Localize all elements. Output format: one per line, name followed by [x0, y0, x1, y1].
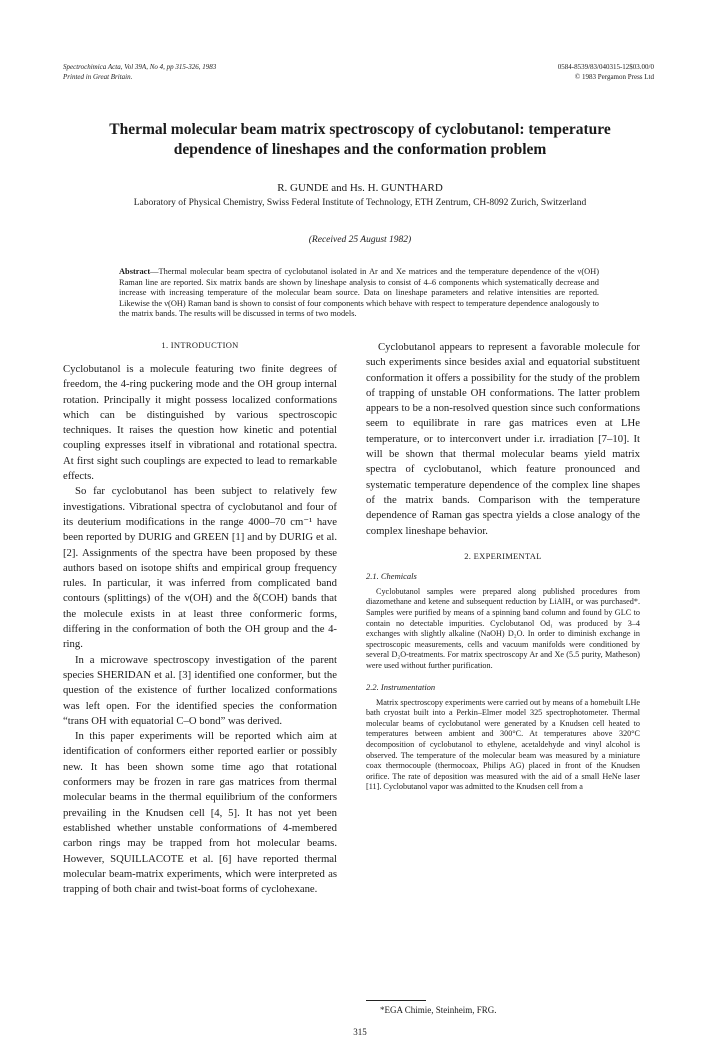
footnote-rule	[366, 1000, 426, 1001]
intro-paragraph-4: In this paper experiments will be reported which aim at identification of conformers either reported earlier or possibly new. It has been shown some time ago that rotational conformers may be frozen in rare gas matrices from thermal molecular beams in the thermal equilibrium of the conformers prevailing in the Knudsen cell [4, 5]. It has not yet been established whether unstable conformations of 4-membered carbon rings may be trapped from hot molecular beams. However, SQUILLACOTE et al. [6] have reported thermal molecular beam-matrix experiments, which were interpreted as trapping of both chair and twist-boat forms of cyclohexane.	[63, 730, 337, 896]
left-column	[63, 340, 337, 897]
intro-paragraph-3: In a microwave spectroscopy investigation of the parent species SHERIDAN et al. [3] identified one conformer, but the question of the existence of further localized conformations was left open. For the identified species the conformation “trans OH with equatorial C–O bond” was derived.	[63, 653, 337, 727]
publisher-code	[558, 62, 654, 82]
printed-in-line: Printed in Great Britain.	[63, 73, 133, 81]
instrumentation-paragraph: Matrix spectroscopy experiments were carried out by means of a homebuilt LHe bath cryostat built into a Perkin–Elmer model 325 spectrophotometer. Thermal molecular beams of cyclobutanol were generated by a Knudsen cell heated to temperatures between ambient and 300°C. At temperatures above 320°C decomposition of cyclobutanol to ethylene, acetaldehyde and vinyl alcohol is observed. The temperature of the molecular beam was measured by a miniature coax thermocouple (thermocoax, Philips AG) placed in front of the Knudsen orifice. The rate of deposition was measured with the aid of a small HeNe laser [11]. Cyclobutanol vapor was admitted to the Knudsen cell from a	[366, 697, 640, 792]
section-heading-experimental: 2. EXPERIMENTAL	[464, 550, 542, 561]
subsection-heading-chemicals: 2.1. Chemicals	[366, 570, 417, 581]
paper-title: Thermal molecular beam matrix spectroscopy of cyclobutanol: temperature dependence of lineshapes and the conformation problem	[109, 121, 611, 158]
affiliation: Laboratory of Physical Chemistry, Swiss Federal Institute of Technology, ETH Zentrum, CH-8092 Zurich, Switzerland	[133, 198, 587, 208]
subsection-heading-instrumentation: 2.2. Instrumentation	[366, 681, 436, 692]
journal-citation-line: Spectrochimica Acta, Vol 39A, No 4, pp 315-326, 1983	[63, 63, 217, 71]
intro-paragraph-2: So far cyclobutanol has been subject to relatively few investigations. Vibrational spectra of cyclobutanol and four of its deuterium modifications in the range 4000–70 cm⁻¹ have been reported by DURIG and GREEN [1] and by DURIG et al. [2]. Assignments of the spectra have been proposed by these authors based on isotope shifts and empirical group frequency rules. In particular, it was inferred from complicated band contours (splittings) of the ν(OH) and the δ(COH) bands that the molecule exists in at least three conformeric forms, differing in the conformation of both the OH group and the 4-ring.	[63, 485, 337, 651]
copyright-line: © 1983 Pergamon Press Ltd	[574, 73, 654, 81]
right-paragraph-1: Cyclobutanol appears to represent a favorable molecule for such experiments since besides axial and equatorial substituent conformation it offers a possibility for the study of the problem of trapping of unstable OH conformations. The latter problem appears to be a non-resolved question since such conformations seem to equilibrate in rare gas matrices even at LHe temperature, or to interconvert under i.r. irradiation [7–10]. It will be shown that thermal molecular beams yield matrix spectra of cyclobutanol, which feature pronounced and systematic temperature dependence of the complex line shapes of the matrix bands. Comparison with the temperature dependence of Raman gas spectra yields a close analogy of the complex lineshape behavior.	[366, 341, 640, 537]
authors: R. GUNDE and Hs. H. GUNTHARD	[277, 182, 443, 194]
abstract-text: —Thermal molecular beam spectra of cyclobutanol isolated in Ar and Xe matrices and the temperature dependence of the ν(OH) Raman line are reported. Six matrix bands are shown by lineshape analysis to consist of 4–6 components which systematically decrease and increase with increasing temperature of the molecular beam source. Data on lineshape parameters and relative intensities are reported. Likewise the ν(OH) Raman band is shown to consist of four components which behave with respect to temperature dependence analogously to the matrix bands. The results will be discussed in terms of two models.	[119, 267, 599, 319]
journal-citation	[63, 62, 216, 82]
right-column	[366, 340, 640, 793]
page-number: 315	[353, 1027, 367, 1037]
footnote: *EGA Chimie, Steinheim, FRG.	[380, 1005, 497, 1015]
chemicals-paragraph: Cyclobutanol samples were prepared along published procedures from diazomethane and ketene and subsequent reduction by LiAlH₄ or was purchased*. Samples were purified by means of a spinning band column and found by GLC to contain no detectable impurities. Cyclobutanol Od₁ was produced by 3–4 exchanges with slightly alkaline (NaOH) D₂O. In order to diminish exchange in spectroscopic measurements, cells and vacuum manifolds were conditioned by several D₂O-treatments. For matrix spectroscopy Ar and Xe (5.5 purity, Matheson) were used without further purification.	[366, 586, 640, 671]
issn-line: 0584-8539/83/040315-12$03.00/0	[557, 63, 654, 71]
abstract-label: Abstract	[119, 267, 151, 276]
received-date: (Received 25 August 1982)	[308, 235, 412, 245]
abstract	[119, 267, 599, 320]
section-heading-introduction: 1. INTRODUCTION	[161, 340, 239, 350]
intro-paragraph-1: Cyclobutanol is a molecule featuring two finite degrees of freedom, the 4-ring puckering mode and the OH group internal rotation. Principally it might possess localized conformations which can be distinguished by various spectroscopic techniques. It raises the question how kinetic and potential coupling expresses itself in vibrational and rotational spectra. At first sight such couplings are expected to lead to remarkable effects.	[63, 363, 337, 483]
